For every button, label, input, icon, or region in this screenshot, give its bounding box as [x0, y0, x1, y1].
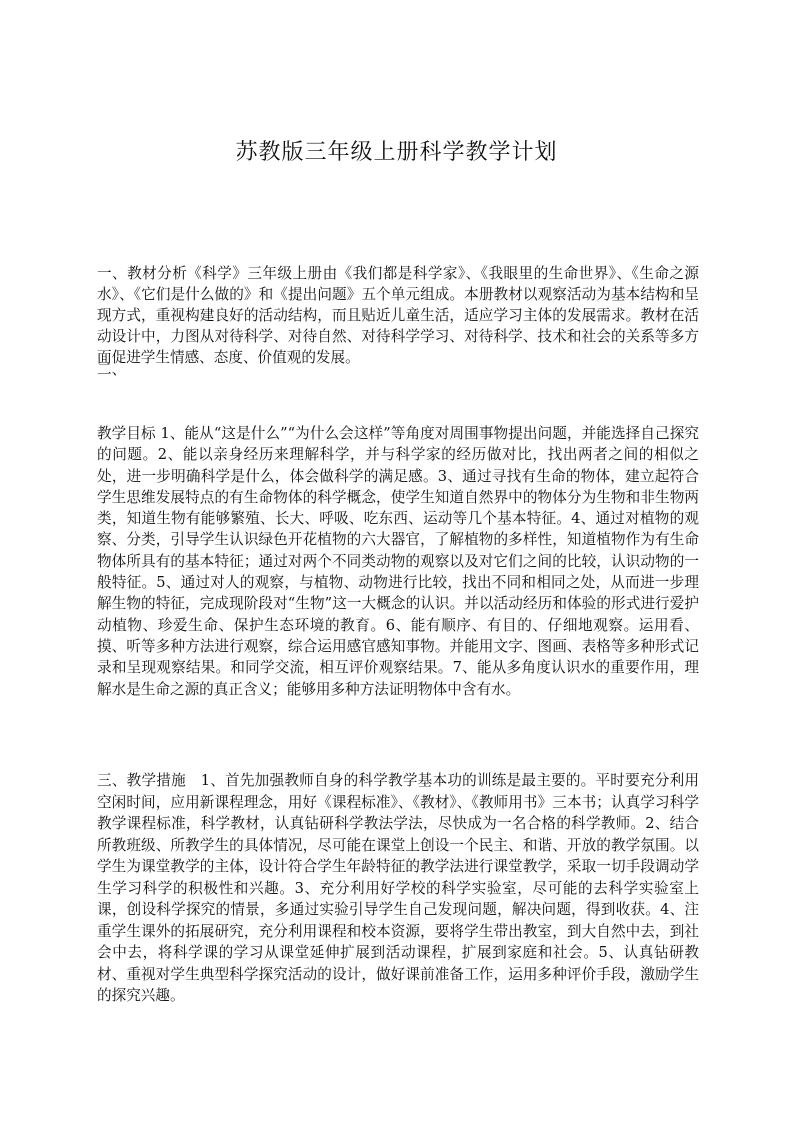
- document-title: 苏教版三年级上册科学教学计划: [235, 140, 558, 165]
- section-textbook-analysis: 一、教材分析《科学》三年级上册由《我们都是科学家》、《我眼里的生命世界》、《生命之源水》、《它们是什么做的》和《提出问题》五个单元组成。本册教材以观察活动为基本结构和呈现方式，重视构建良好的活动结构，而且贴近儿童生活，适应学习主体的发展需求。教材在活动设计中，力图从对待科学、对待自然、对待科学学习、对待科学、技术和社会的关系等多方面促进学生情感、态度、价值观的发展。: [97, 265, 699, 366]
- section-teaching-measures: 三、教学措施 1、首先加强教师自身的科学教学基本功的训练是最主要的。平时要充分利用空闲时间，应用新课程理念，用好《课程标准》、《教材》、《教师用书》三本书；认真学习科学教学课程标准，科学教材，认真钻研科学教法学法，尽快成为一名合格的科学教师。2、结合所教班级、所教学生的具体情况，尽可能在课堂上创设一个民主、和谐、开放的教学氛围。以学生为课堂教学的主体，设计符合学生年龄特征的教学法进行课堂教学，采取一切手段调动学生学习科学的积极性和兴趣。3、充分利用好学校的科学实验室，尽可能的去科学实验室上课，创设科学探究的情景，多通过实验引导学生自己发现问题，解决问题，得到收获。4、注重学生课外的拓展研究，充分利用课程和校本资源，要将学生带出教室，到大自然中去，到社会中去，将科学课的学习从课堂延伸扩展到活动课程，扩展到家庭和社会。5、认真钻研教材、重视对学生典型科学探究活动的设计，做好课前准备工作，运用多种评价手段，激励学生的探究兴趣。: [97, 772, 699, 1004]
- section-teaching-goals: 教学目标 1、能从“这是什么”“为什么会这样”等角度对周围事物提出问题，并能选择自己探究的问题。2、能以亲身经历来理解科学，并与科学家的经历做对比，找出两者之间的相似之处，进一步明确科学是什么，体会做科学的满足感。3、通过寻找有生命的物体，建立起符合学生思维发展特点的有生命物体的科学概念，使学生知道自然界中的物体分为生物和非生物两类，知道生物有能够繁殖、长大、呼吸、吃东西、运动等几个基本特征。4、通过对植物的观察、分类，引导学生认识绿色开花植物的六大器官，了解植物的多样性，知道植物作为有生命物体所具有的基本特征；通过对两个不同类动物的观察以及对它们之间的比较，认识动物的一般特征。5、通过对人的观察，与植物、动物进行比较，找出不同和相同之处，从而进一步理解生物的特征，完成现阶段对“生物”这一大概念的认识。并以活动经历和体验的形式进行爱护动植物、珍爱生命、保护生态环境的教育。6、能有顺序、有目的、仔细地观察。运用看、摸、听等多种方法进行观察，综合运用感官感知事物。并能用文字、图画、表格等多种形式记录和呈现观察结果。和同学交流，相互评价观察结果。7、能从多角度认识水的重要作用，理解水是生命之源的真正含义；能够用多种方法证明物体中含有水。: [97, 425, 699, 698]
- section-two-heading: 二、: [97, 361, 127, 378]
